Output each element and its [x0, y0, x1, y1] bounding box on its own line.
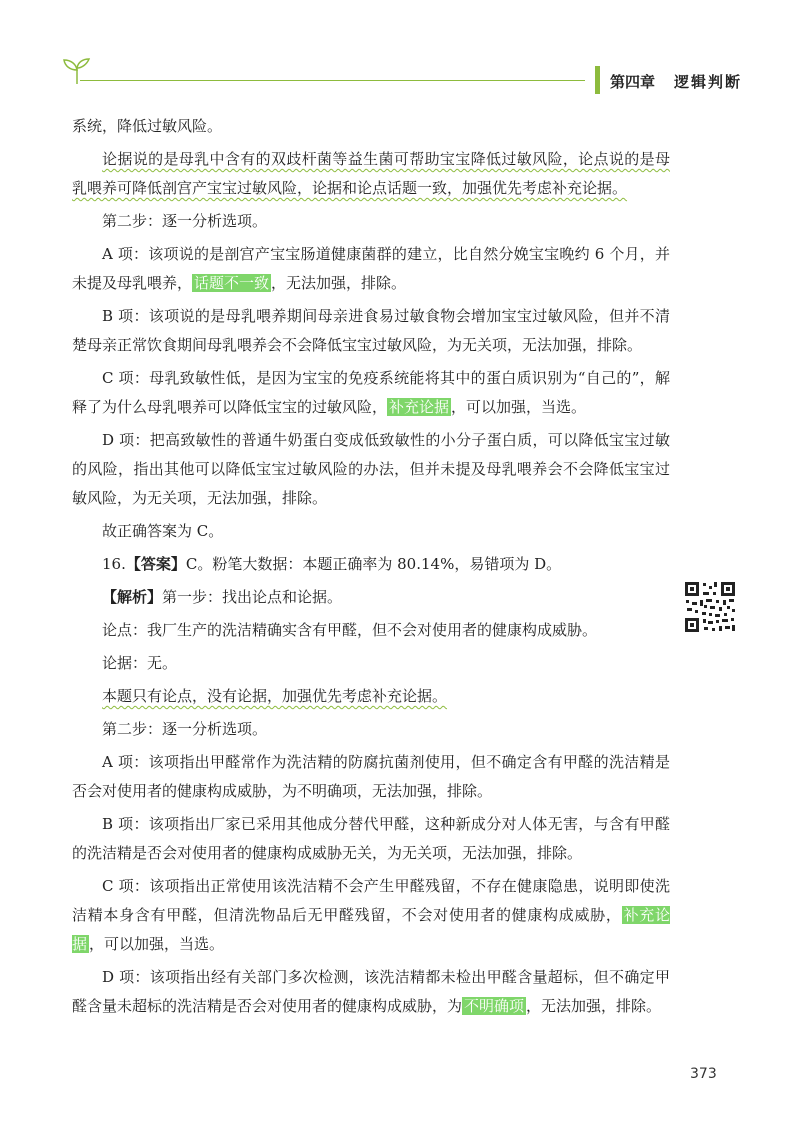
conclusion: 故正确答案为 C。 [102, 522, 224, 540]
evidence: 论据：无。 [102, 654, 178, 672]
sprout-icon [60, 56, 94, 86]
option-d-analysis: D 项：该项指出经有关部门多次检测，该洗洁精都未检出甲醛含量超标，但不确定甲醛含量未超标的洗洁精是否会对使用者的健康构成威胁，为 不明确项 ，无法加强，排除。 [72, 968, 670, 1015]
chapter-heading [595, 66, 800, 94]
paragraph: 第二步：逐一分析选项。 [102, 212, 268, 230]
option-d-analysis: D 项：把高致敏性的普通牛奶蛋白变成低致敏性的小分子蛋白质，可以降低宝宝过敏的风险，指出其他可以降低宝宝过敏风险的办法，但并未提及母乳喂养会不会降低宝宝过敏风险，为无关项，无法加强，排除。 [72, 431, 670, 507]
paragraph: 系统，降低过敏风险。 [72, 117, 223, 135]
question-16-answer: 16.【答案】C。粉笔大数据：本题正确率为 80.14%，易错项为 D。 [102, 555, 562, 573]
qr-code-icon[interactable] [683, 580, 737, 634]
highlight-tag: 补充论据 [389, 398, 450, 416]
option-a-analysis: A 项：该项说的是剖宫产宝宝肠道健康菌群的建立，比自然分娩宝宝晚约 6 个月，并未提及母乳喂养， 话题不一致 ，无法加强，排除。 [72, 245, 670, 292]
option-c-analysis: C 项：该项指出正常使用该洗洁精不会产生甲醛残留，不存在健康隐患，说明即使洗洁精本身含有甲醛，但清洗物品后无甲醛残留，不会对使用者的健康构成威胁， 补充论据 ，可以加强，当选。 [72, 877, 670, 953]
highlight-tag: 话题不一致 [194, 274, 270, 292]
underlined-text: 论据说的是母乳中含有的双歧杆菌等益生菌可帮助宝宝降低过敏风险，论点说的是母乳喂养可降低剖宫产宝宝过敏风险，论据和论点话题一致，加强优先考虑补充论据。 [72, 150, 670, 197]
paragraph-argument [72, 145, 670, 203]
highlight-tag: 不明确项 [464, 997, 525, 1015]
page-header [0, 0, 800, 110]
option-b-analysis: B 项：该项说的是母乳喂养期间母亲进食易过敏食物会增加宝宝过敏风险，但并不清楚母亲正常饮食期间母乳喂养会不会降低宝宝过敏风险，为无关项，无法加强，排除。 [72, 307, 670, 354]
analysis-label: 【解析】 [102, 588, 163, 606]
answer-label: 【答案】 [125, 555, 186, 573]
summary [72, 682, 670, 711]
header-divider [80, 80, 585, 81]
analysis-heading: 【解析】第一步：找出论点和论据。 [102, 588, 343, 606]
chapter-title: 逻辑判断 [674, 73, 743, 91]
chapter-number: 第四章 [610, 73, 656, 91]
page-number: 373 [690, 1066, 717, 1082]
option-b-analysis: B 项：该项指出厂家已采用其他成分替代甲醛，这种新成分对人体无害，与含有甲醛的洗洁精是否会对使用者的健康构成威胁无关，为无关项，无法加强，排除。 [72, 815, 670, 862]
underlined-text: 本题只有论点，没有论据，加强优先考虑补充论据。 [102, 687, 448, 705]
option-a-analysis: A 项：该项指出甲醛常作为洗洁精的防腐抗菌剂使用，但不确定含有甲醛的洗洁精是否会对使用者的健康构成威胁，为不明确项，无法加强，排除。 [72, 753, 670, 800]
claim: 论点：我厂生产的洗洁精确实含有甲醛，但不会对使用者的健康构成威胁。 [102, 621, 598, 639]
option-c-analysis: C 项：母乳致敏性低，是因为宝宝的免疫系统能将其中的蛋白质识别为“自己的”，解释了为什么母乳喂养可以降低宝宝的过敏风险， 补充论据 ，可以加强，当选。 [72, 369, 670, 416]
highlight-tag: 补充论据 [72, 906, 670, 953]
paragraph: 第二步：逐一分析选项。 [102, 720, 268, 738]
page-body [72, 112, 670, 1025]
